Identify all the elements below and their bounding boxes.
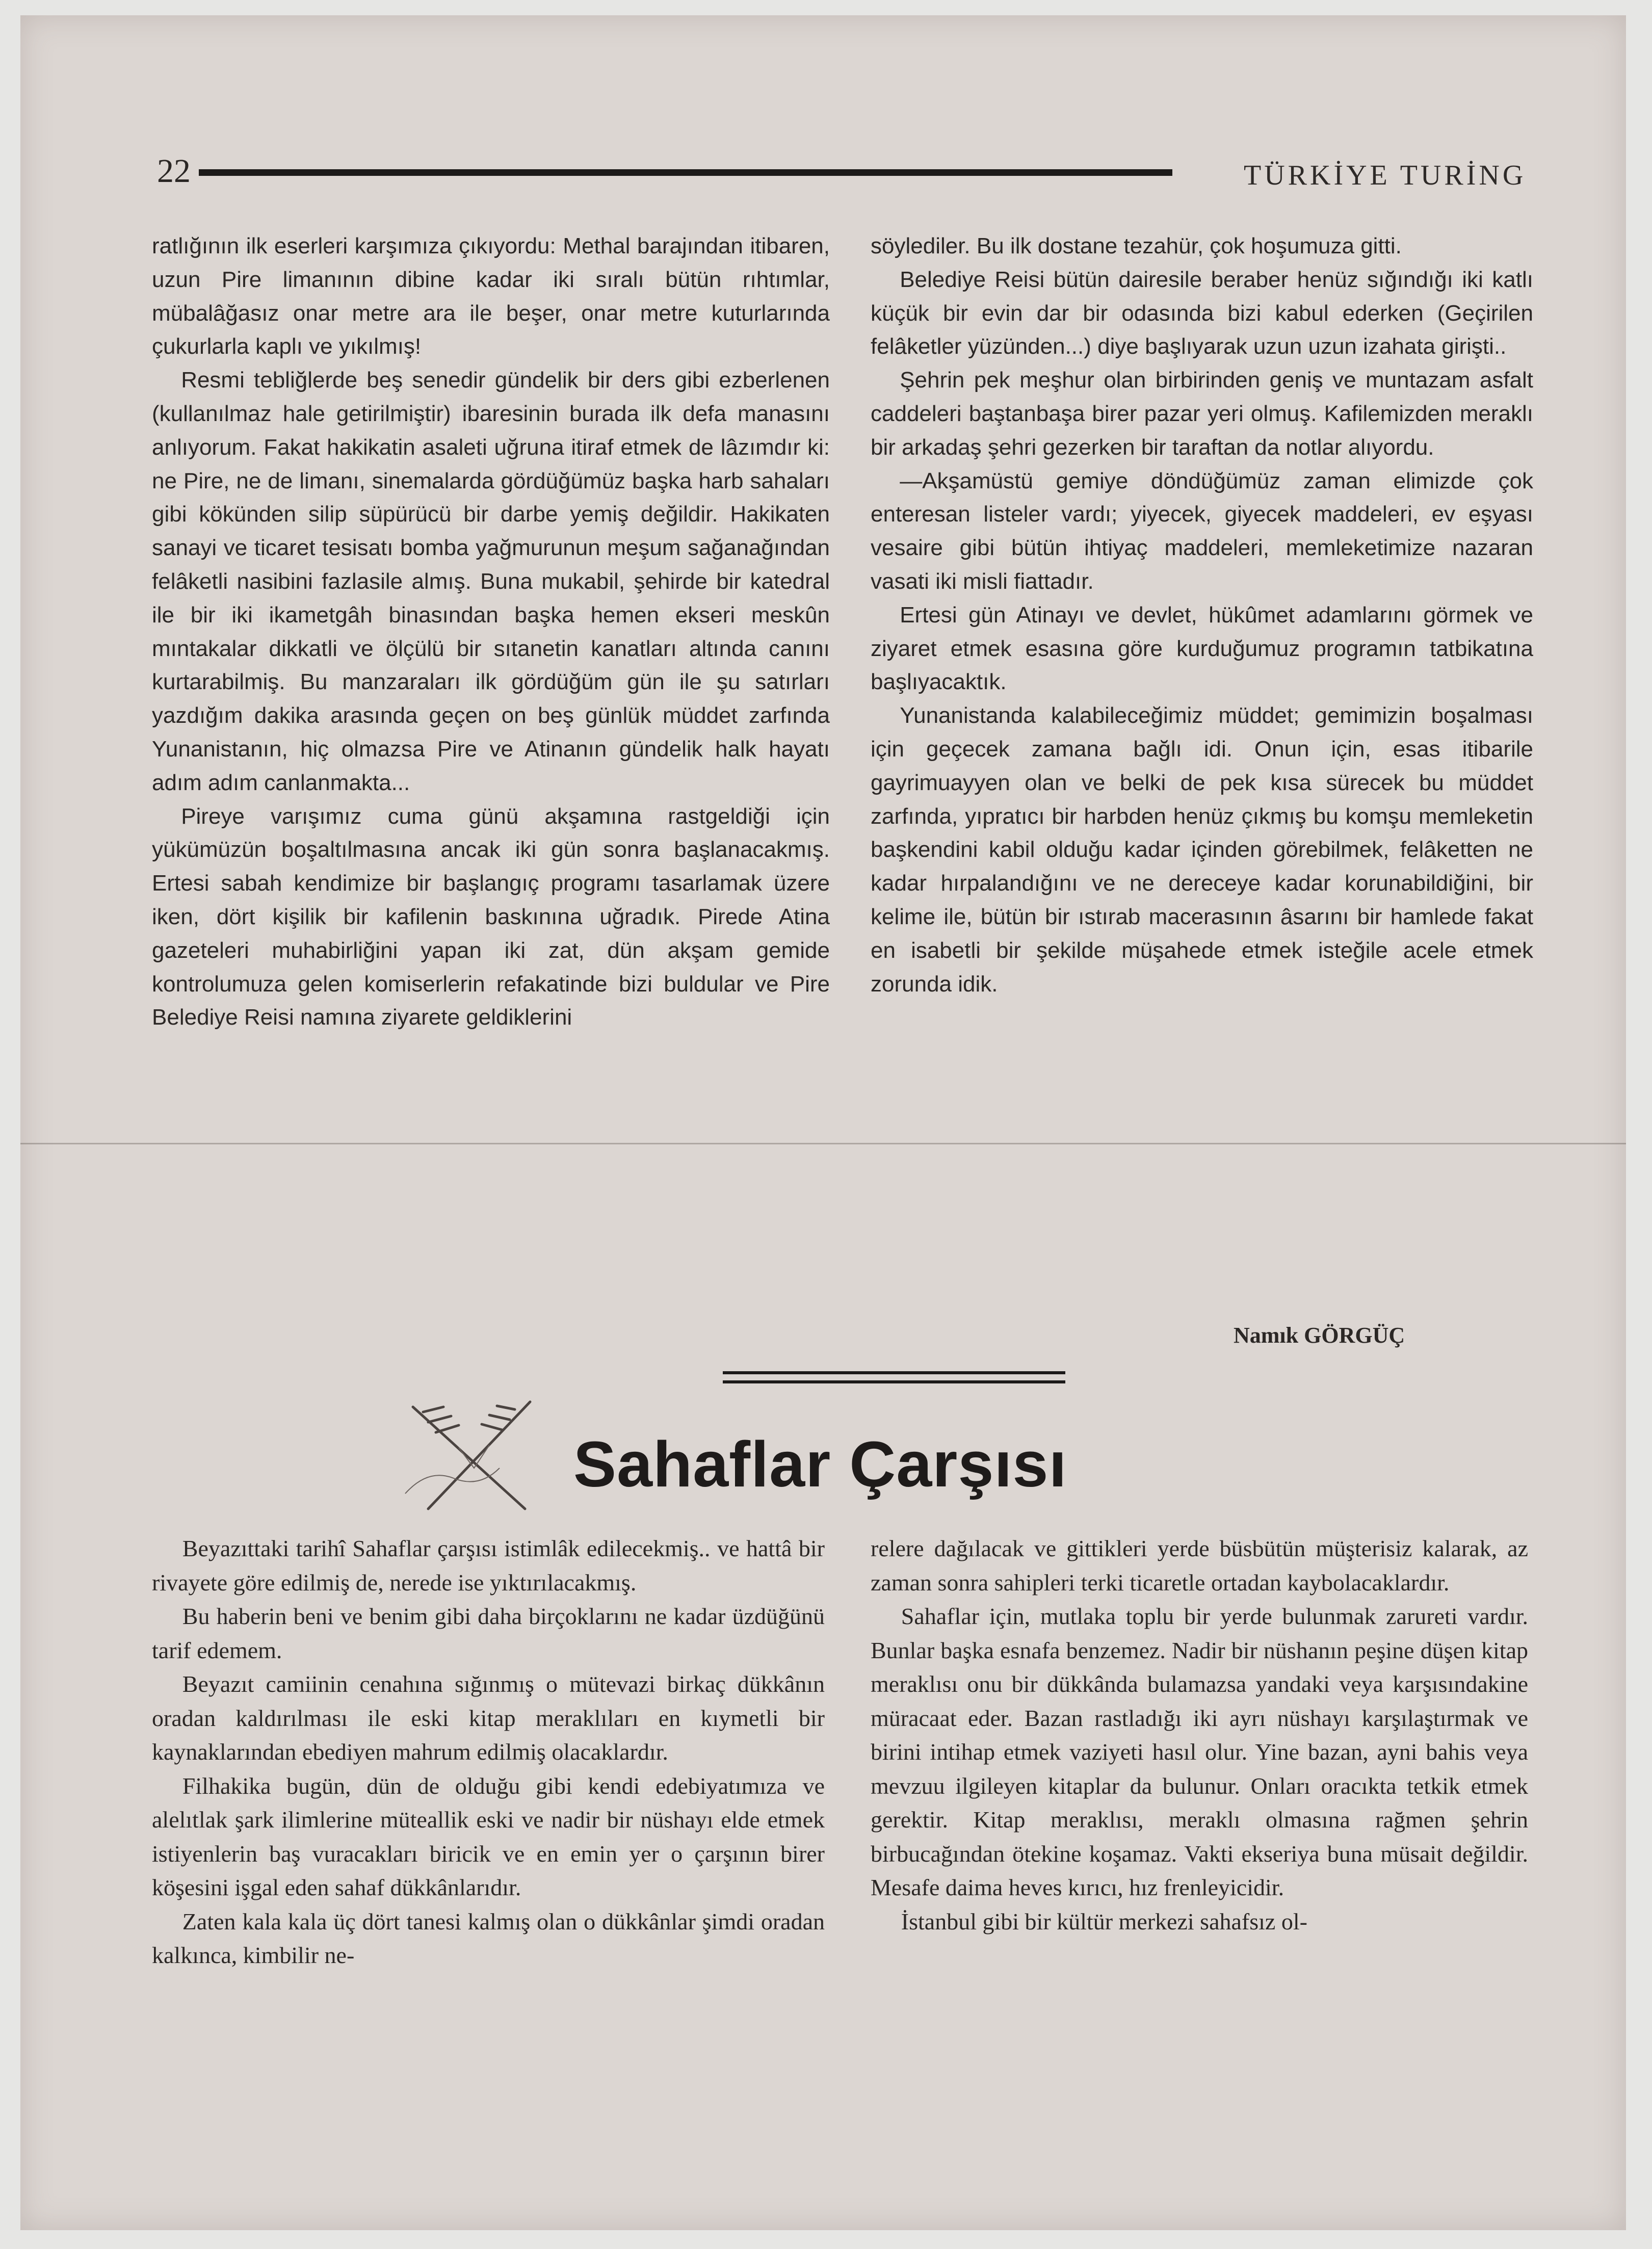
section-divider-rule: [723, 1371, 1065, 1374]
paragraph: Yunanistanda kalabileceğimiz müddet; gemimizin boşalması için geçecek zamana bağlı idi. Onun için, esas itibarile gayrimuayyen olan ve belki de pek kısa sürecek bu müddet zarfında, yıpratıcı bir harbden henüz çıkmış bu komşu memleketin başkendini kabil olduğu kadar içinden görebilmek, felâketten ne kadar hırpalandığını ve ne dereceye kadar korunabildiğini, bir kelime ile, bütün bir ıstırab macerasının âsarını bir hamlede fakat en isabetli bir şekilde müşahede etmek isteğile acele etmek zorunda idik.: [871, 703, 1533, 997]
paragraph: Beyazıt camiinin cenahına sığınmış o mütevazi birkaç dükkânın oradan kaldırılması ile eski kitap meraklıları en kıymetli bir kaynaklarından ebediyen mahrum edilmiş olacaklardır.: [152, 1671, 825, 1765]
paragraph: Ertesi gün Atinayı ve devlet, hükûmet adamlarını görmek ve ziyaret etmek esasına göre kurduğumuz programın tatbikatına başlıyacaktık.: [871, 602, 1533, 695]
header-rule: [199, 169, 1172, 176]
paragraph: Beyazıttaki tarihî Sahaflar çarşısı istimlâk edilecekmiş.. ve hattâ bir rivayete göre edilmiş de, nerede ise yıktırılacakmış.: [152, 1535, 825, 1596]
paragraph: relere dağılacak ve gittikleri yerde büsbütün müşterisiz kalarak, az zaman sonra sahipleri terki ticaretle ortadan kaybolacaklardır.: [871, 1535, 1528, 1596]
article-one-left-column: [152, 229, 830, 1034]
paragraph: Bu haberin beni ve benim gibi daha birçoklarını ne kadar üzdüğünü tarif edemem.: [152, 1603, 825, 1663]
page-fold-line: [20, 1143, 1626, 1144]
paragraph: ratlığının ilk eserleri karşımıza çıkıyordu: Methal barajından itibaren, uzun Pire limanının dibine kadar iki sıralı bütün rıhtımlar, mübalâğasız onar metre ara ile beşer, onar metre kuturlarında çukurlarla kaplı ve yıkılmış!: [152, 233, 830, 359]
paragraph: Resmi tebliğlerde beş senedir gündelik bir ders gibi ezberlenen (kullanılmaz hale getirilmiştir) ibaresinin burada ilk defa manasını anlıyorum. Fakat hakikatin asaleti uğruna itiraf etmek de lâzımdır ki: ne Pire, ne de limanı, sinemalarda gördüğümüz başka harb sahaları gibi kökünden silip süpürücü bir darbe yemiş değildir. Hakikaten sanayi ve ticaret tesisatı bomba yağmurunun meşum sağanağından felâketli nasibini fazlasile almış. Buna mukabil, şehirde bir katedral ile bir iki ikametgâh binasından başka hemen ekseri meskûn mıntakalar dikkatli ve ölçülü bir sıtanetin kanatları altında canını kurtarabilmiş. Bu manzaraları ilk gördüğüm gün ile şu satırları yazdığım dakika arasında geçen on beş günlük müddet zarfında Yunanistanın, hiç olmazsa Pire ve Atinanın gündelik halk hayatı adım adım canlanmakta...: [152, 368, 830, 795]
paragraph: söylediler. Bu ilk dostane tezahür, çok hoşumuza gitti.: [871, 233, 1402, 258]
paragraph: Pireye varışımız cuma günü akşamına rastgeldiği için yükümüzün boşaltılmasına ancak iki gün sonra başlanacakmış. Ertesi sabah kendimize bir başlangıç programı tasarlamak üzere iken, dört kişilik bir kafilenin baskınına uğradık. Pirede Atina gazeteleri muhabirliğini yapan iki zat, dün akşam gemide kontrolumuza gelen komiserlerin refakatinde bizi buldular ve Pire Belediye Reisi namına ziyarete geldiklerini: [152, 803, 830, 1030]
paragraph: Filhakika bugün, dün de olduğu gibi kendi edebiyatımıza ve alelıtlak şark ilimlerine müteallik eski ve nadir bir nüshayı elde etmek istiyenlerin baş vuracakları biricik ve en emin yer o çarşının birer köşesini işgal eden sahaf dükkânlarıdır.: [152, 1772, 825, 1900]
publication-title: TÜRKİYE TURİNG: [1244, 160, 1527, 191]
paragraph: Şehrin pek meşhur olan birbirinden geniş ve muntazam asfalt caddeleri baştanbaşa birer pazar yeri olmuş. Kafilemizden meraklı bir arkadaş şehri gezerken bir taraftan da notlar alıyordu.: [871, 368, 1533, 460]
paragraph: Sahaflar için, mutlaka toplu bir yerde bulunmak zarureti vardır. Bunlar başka esnafa benzemez. Nadir bir nüshanın peşine düşen kitap meraklısı onu bir dükkânda bulamazsa yandaki veya karşısındakine müracaat eder. Bazan rastladığı iki ayrı nüshayı karşılaştırmak ve birini intihap etmek vaziyeti hasıl olur. Yine bazan, ayni bahis veya mevzuu ilgileyen kitaplar da bulunur. Onları oracıkta tetkik etmek gerektir. Kitap meraklısı, meraklı olmasına rağmen şehrin birbucağından ötekine koşamaz. Vakti ekseriya buna müsait değildir. Mesafe daima heves kırıcı, hız frenleyicidir.: [871, 1603, 1528, 1900]
paragraph: —Akşamüstü gemiye döndüğümüz zaman elimizde çok enteresan listeler vardı; yiyecek, giyecek maddeleri, ev eşyası vesaire gibi bütün ihtiyaç maddeleri, memleketimize nazaran vasati iki misli fiattadır.: [871, 468, 1533, 594]
article-two-right-column: [871, 1532, 1528, 1939]
article-one-right-column: [871, 229, 1533, 1001]
author-signature: Namık GÖRGÜÇ: [1234, 1323, 1405, 1348]
crossed-quills-icon: [398, 1392, 545, 1519]
paragraph: Belediye Reisi bütün dairesile beraber henüz sığındığı iki katlı küçük bir evin dar bir odasında bizi kabul ederken (Geçirilen felâketler yüzünden...) diye başlıyarak uzun uzun izahata girişti..: [871, 267, 1533, 359]
section-divider-rule: [723, 1380, 1065, 1383]
paragraph: İstanbul gibi bir kültür merkezi sahafsız ol-: [901, 1908, 1307, 1934]
article-two-left-column: [152, 1532, 825, 1973]
newspaper-page: [20, 15, 1626, 2230]
page-number: 22: [157, 152, 191, 190]
paragraph: Zaten kala kala üç dört tanesi kalmış olan o dükkânlar şimdi oradan kalkınca, kimbilir ne-: [152, 1908, 825, 1968]
article-title: Sahaflar Çarşısı: [573, 1428, 1067, 1500]
